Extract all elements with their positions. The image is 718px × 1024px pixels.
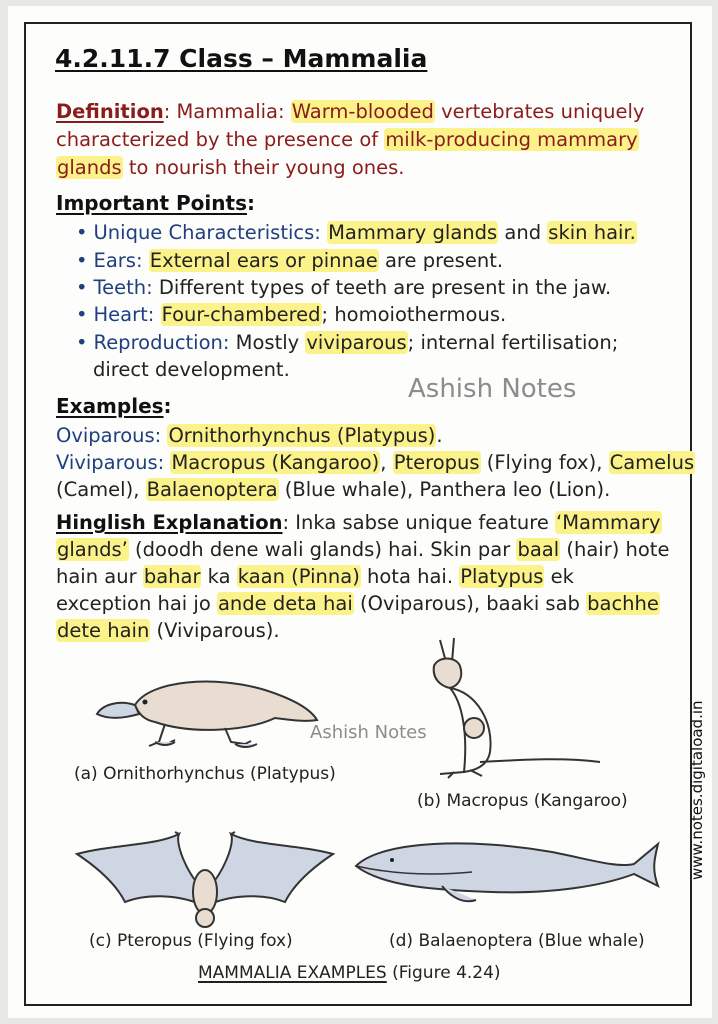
highlight: dete hain <box>57 619 150 642</box>
point-teeth: • Teeth: Different types of teeth are present in the jaw. <box>76 276 612 299</box>
highlight: bachhe <box>587 592 659 615</box>
figure-a-caption: (a) Ornithorhynchus (Platypus) <box>74 764 336 784</box>
hinglish-line-5: dete hain (Viviparous). <box>57 619 280 642</box>
blue-whale-illustration <box>352 830 664 906</box>
platypus-illustration <box>95 660 325 760</box>
point-reproduction-line-2: direct development. <box>93 358 290 381</box>
highlight: Ornithorhynchus (Platypus) <box>168 424 436 447</box>
figure-b-caption: (b) Macropus (Kangaroo) <box>417 791 628 811</box>
definition-label: Definition <box>56 100 164 123</box>
definition-line-3: glands to nourish their young ones. <box>57 156 405 179</box>
highlight: viviparous <box>306 331 407 354</box>
point-reproduction: • Reproduction: Mostly viviparous; internal fertilisation; <box>76 331 619 354</box>
watermark-small: Ashish Notes <box>310 722 427 743</box>
highlight: Macropus (Kangaroo) <box>171 451 380 474</box>
highlight: kaan (Pinna) <box>237 565 360 588</box>
bullet-icon: • <box>76 303 88 326</box>
highlight: Warm-blooded <box>291 100 434 123</box>
highlight: glands’ <box>57 538 128 561</box>
bullet-icon: • <box>76 331 88 354</box>
hinglish-line-3: hain aur bahar ka kaan (Pinna) hota hai. Platypus ek <box>56 565 574 588</box>
hinglish-line-1: Hinglish Explanation: Inka sabse unique feature ‘Mammary <box>56 511 661 534</box>
bullet-icon: • <box>76 249 88 272</box>
figure-caption: MAMMALIA EXAMPLES (Figure 4.24) <box>198 963 501 983</box>
figure-d-caption: (d) Balaenoptera (Blue whale) <box>389 931 645 951</box>
highlight: bahar <box>143 565 201 588</box>
examples-oviparous: Oviparous: Ornithorhynchus (Platypus). <box>56 424 443 447</box>
flying-fox-illustration <box>75 832 335 932</box>
highlight: Four-chambered <box>161 303 321 326</box>
highlight: skin hair. <box>548 221 636 244</box>
page-title: 4.2.11.7 Class – Mammalia <box>55 44 428 73</box>
highlight: External ears or pinnae <box>149 249 378 272</box>
kangaroo-illustration <box>420 632 610 782</box>
figure-c-caption: (c) Pteropus (Flying fox) <box>89 931 293 951</box>
side-url: www.notes.digitaload.in <box>688 700 706 880</box>
highlight: Mammary glands <box>328 221 498 244</box>
watermark: Ashish Notes <box>408 374 577 404</box>
hinglish-line-2: glands’ (doodh dene wali glands) hai. Skin par baal (hair) hote <box>57 538 670 561</box>
hinglish-line-4: exception hai jo ande deta hai (Oviparous), baaki sab bachhe <box>56 592 659 615</box>
examples-viviparous: Viviparous: Macropus (Kangaroo), Pteropus (Flying fox), Camelus <box>56 451 695 474</box>
highlight: Camelus <box>609 451 695 474</box>
highlight: ande deta hai <box>217 592 353 615</box>
examples-heading: Examples: <box>56 394 172 418</box>
highlight: baal <box>517 538 560 561</box>
examples-viviparous-line-2: (Camel), Balaenoptera (Blue whale), Panthera leo (Lion). <box>56 478 611 501</box>
highlight: ‘Mammary <box>556 511 661 534</box>
hinglish-heading: Hinglish Explanation <box>56 511 283 534</box>
point-heart: • Heart: Four-chambered; homoiothermous. <box>76 303 507 326</box>
highlight: Platypus <box>460 565 544 588</box>
point-unique: • Unique Characteristics: Mammary glands and skin hair. <box>76 221 636 244</box>
bullet-icon: • <box>76 276 88 299</box>
point-ears: • Ears: External ears or pinnae are present. <box>76 249 504 272</box>
important-heading: Important Points: <box>56 191 255 215</box>
highlight: Pteropus <box>393 451 480 474</box>
definition-line-1: Definition: Mammalia: Warm-blooded vertebrates uniquely <box>56 100 645 123</box>
highlight: Balaenoptera <box>146 478 278 501</box>
highlight: milk-producing mammary <box>385 128 638 151</box>
bullet-icon: • <box>76 221 88 244</box>
highlight: glands <box>57 156 122 179</box>
definition-line-2: characterized by the presence of milk-producing mammary <box>56 128 638 151</box>
